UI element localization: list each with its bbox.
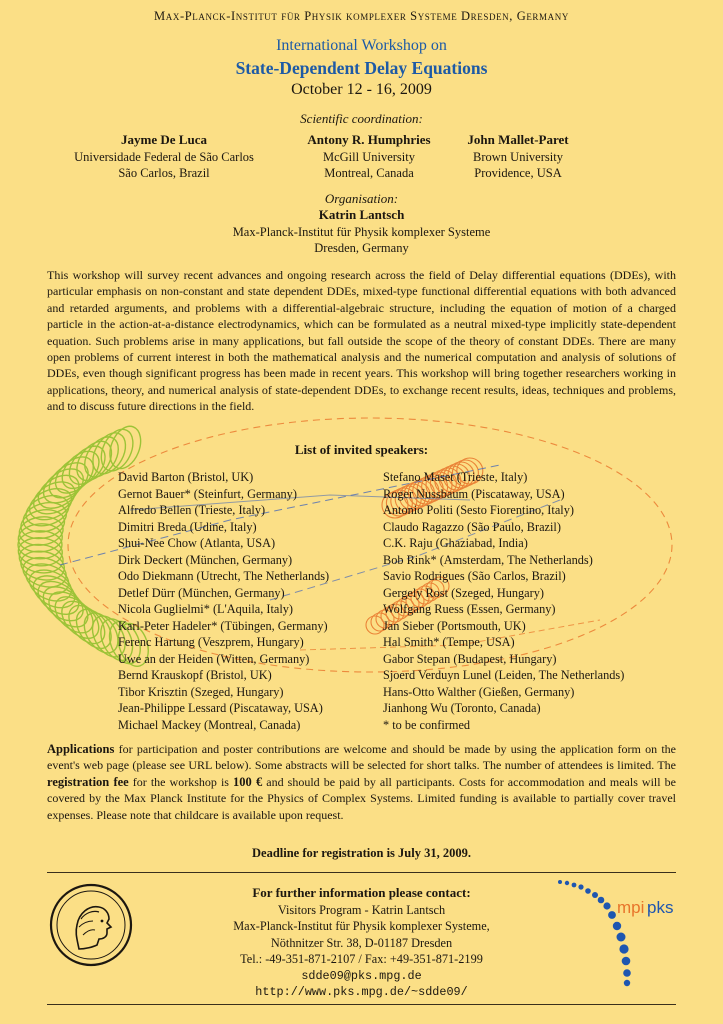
organiser-affiliation: Max-Planck-Institut für Physik komplexer Systeme [232, 224, 491, 239]
speaker-entry: David Barton (Bristol, UK) [118, 470, 254, 484]
organiser-name: Katrin Lantsch [318, 207, 405, 222]
speaker-entry: Hal Smith* (Tempe, USA) [383, 635, 515, 649]
workshop-dates: October 12 - 16, 2009 [291, 81, 432, 98]
applications-lead: Applications [47, 742, 115, 756]
speaker-entry: Hans-Otto Walther (Gießen, Germany) [383, 684, 575, 699]
workshop-label: International Workshop on [276, 37, 447, 54]
speaker-entry: Claudo Ragazzo (São Paulo, Brazil) [383, 519, 561, 534]
speaker-entry: Tibor Krisztin (Szeged, Hungary) [118, 684, 284, 699]
coordinator-name: Jayme De Luca [121, 132, 207, 147]
speakers-list-right [383, 469, 624, 733]
speaker-entry: Odo Diekmann (Utrecht, The Netherlands) [118, 569, 330, 583]
coordinator-location: Providence, USA [474, 166, 562, 180]
applications-paragraph [47, 741, 676, 823]
contact-phone-fax: Tel.: -49-351-871-2107 / Fax: +49-351-871-2199 [240, 952, 483, 966]
speaker-entry: Karl-Peter Hadeler* (Tübingen, Germany) [118, 618, 328, 633]
coordinator-affiliation: McGill University [322, 149, 415, 164]
svg-text:pks: pks [647, 898, 674, 917]
organiser-location: Dresden, Germany [314, 241, 409, 255]
speaker-entry: Jean-Philippe Lessard (Piscataway, USA) [118, 701, 323, 715]
applications-text: and should be paid by all participants. Costs for accommodation and meals will be covered by the Max Planck Institute for the Physics of Complex Systems. Limited funding is available to partially cover travel expenses. Please note that childcare is available upon request. [47, 774, 676, 822]
registration-fee-value: 100 € [233, 774, 263, 789]
coordinator-location: Montreal, Canada [324, 166, 414, 180]
speaker-entry: Gernot Bauer* (Steinfurt, Germany) [118, 486, 297, 501]
event-url-link[interactable]: http://www.pks.mpg.de/~sdde09/ [255, 985, 468, 999]
coordinator-name: John Mallet-Paret [467, 132, 569, 147]
speaker-entry: Jan Sieber (Portsmouth, UK) [383, 618, 526, 633]
speaker-entry: Shui-Nee Chow (Atlanta, USA) [118, 536, 276, 550]
speaker-entry: Dimitri Breda (Udine, Italy) [118, 519, 257, 534]
contact-line: Visitors Program - Katrin Lantsch [277, 902, 446, 917]
coordinator-1 [38, 132, 290, 182]
speakers-list-left [118, 469, 329, 733]
contact-line: Max-Planck-Institut für Physik komplexer Systeme, [233, 919, 490, 933]
coordination-heading: Scientific coordination: [300, 111, 423, 126]
speaker-entry: Nicola Guglielmi* (L'Aquila, Italy) [118, 602, 294, 616]
applications-text: for participation and poster contributions are welcome and should be made by using the application form on the event's web page (please see URL below). Some abstracts will be selected for short talks. The number of attendees is limited. The [47, 742, 676, 773]
workshop-title: State-Dependent Delay Equations [235, 58, 488, 78]
speaker-entry: Savio Rodrigues (São Carlos, Brazil) [383, 569, 566, 583]
speaker-entry: Antonio Politi (Sesto Fiorentino, Italy) [383, 503, 574, 517]
minerva-seal-icon [49, 883, 133, 967]
coordinator-name: Antony R. Humphries [307, 132, 431, 147]
speaker-entry: Alfredo Bellen (Trieste, Italy) [118, 503, 266, 517]
coordinator-affiliation: Universidade Federal de São Carlos [74, 149, 254, 164]
speaker-entry: Michael Mackey (Montreal, Canada) [118, 717, 301, 732]
organisation-heading: Organisation: [324, 191, 399, 206]
contact-heading: For further information please contact: [252, 885, 471, 900]
contact-address: Nöthnitzer Str. 38, D-01187 Dresden [270, 935, 453, 950]
speaker-entry: Ferenc Hartung (Veszprem, Hungary) [118, 635, 304, 649]
speaker-entry: Bob Rink* (Amsterdam, The Netherlands) [383, 552, 593, 567]
speaker-entry: Uwe an der Heiden (Witten, Germany) [118, 651, 310, 666]
divider-bottom [47, 1004, 676, 1005]
speaker-entry: Roger Nussbaum (Piscataway, USA) [383, 486, 565, 501]
institute-header: Max-Planck-Institut für Physik komplexer Systeme Dresden, Germany [154, 9, 569, 23]
divider-top [47, 872, 676, 873]
registration-deadline: Deadline for registration is July 31, 2009. [252, 846, 471, 860]
workshop-abstract: This workshop will survey recent advances and ongoing research across the field of Delay differential equations (DDEs), with particular emphasis on non-constant and state dependent DDEs, mixed-type functional differential equations with both advanced and retarded arguments, and problems with a differential-algebraic structure, including the equation of motion of a charged particle in the action-at-a-distance electrodynamics, which can be formulated as a neutral mixed-type implicitly state-dependent equation. Such problems arise in many applications, but fall outside the scope of the theory of constant DDEs. There are many open problems of current interest in both the mathematical analysis and the numerical computation and analysis of solutions of DDEs, even though significant progress has been made in recent years. This workshop will bring together researchers working in applications, theory, and numerical analysis of state-dependent DDEs, to exchange recent results, ideas, techniques and problems, and to discuss future directions in the field. [47, 268, 676, 414]
organisation-block [0, 207, 723, 257]
applications-text: for the workshop is [128, 774, 234, 789]
speaker-entry: Jianhong Wu (Toronto, Canada) [383, 701, 541, 715]
coordinator-affiliation: Brown University [473, 149, 563, 164]
coordinator-3 [448, 132, 588, 182]
coordinator-2 [289, 132, 449, 182]
speaker-entry: Stefano Maset (Trieste, Italy) [383, 470, 528, 484]
speaker-entry: C.K. Raju (Ghaziabad, India) [383, 536, 528, 550]
speakers-heading: List of invited speakers: [294, 442, 429, 457]
mpipks-logo-icon [555, 874, 685, 990]
speaker-entry: Dirk Deckert (München, Germany) [118, 552, 293, 567]
contact-email-link[interactable]: sdde09@pks.mpg.de [301, 968, 422, 983]
speaker-entry: Gabor Stepan (Budapest, Hungary) [383, 651, 557, 666]
coordinator-location: São Carlos, Brazil [118, 166, 210, 180]
svg-text:mpi: mpi [617, 898, 645, 917]
speaker-entry: Gergely Rost (Szeged, Hungary) [383, 585, 544, 600]
speaker-entry: Sjoerd Verduyn Lunel (Leiden, The Netherlands) [383, 668, 625, 682]
speaker-entry: Bernd Krauskopf (Bristol, UK) [118, 668, 272, 682]
speaker-entry: * to be confirmed [383, 717, 471, 732]
registration-fee-label: registration fee [47, 774, 129, 789]
speaker-entry: Wolfgang Ruess (Essen, Germany) [383, 602, 556, 616]
speaker-entry: Detlef Dürr (München, Germany) [118, 585, 285, 600]
